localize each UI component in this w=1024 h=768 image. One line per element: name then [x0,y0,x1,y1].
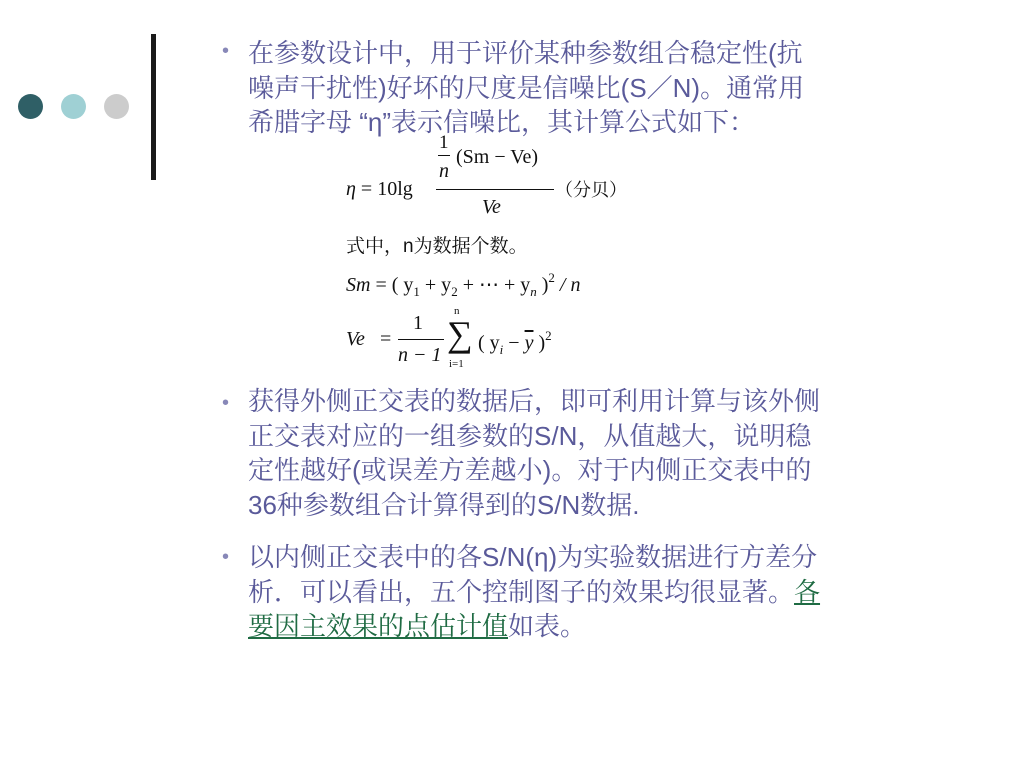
bullet-marker: • [222,392,230,414]
eta-symbol: η [346,178,356,200]
sub-i: i [499,342,504,357]
bullet-3-line [248,575,948,610]
sigma-top: n [454,305,460,317]
ve-part: ( y [478,332,500,354]
ve-term [478,328,552,358]
sm-part: / n [559,274,581,296]
main-fraction-bar [436,189,554,190]
bullet-marker: • [222,40,230,62]
ve-part: ) [538,332,546,354]
sigma-bottom: i=1 [449,358,464,370]
bullet-3-text-span: 析．可以看出，五个控制图子的效果均很显著。 [248,576,795,607]
bullet-2-text [248,384,948,522]
formula-note: 式中，n为数据个数。 [346,236,528,257]
decor-dot-light [61,94,86,119]
sm-part: + ⋯ + y [462,274,531,296]
bullet-2-line: 正交表对应的一组参数的S/N，从值越大，说明稳 [248,420,812,451]
ve-numerator: 1 [413,312,423,334]
formula-sm [346,270,580,300]
inner-fraction-bar [438,155,450,156]
inner-one: 1 [439,132,449,153]
bullet-3-text [248,540,948,644]
unit-decibel: （分贝） [555,180,627,201]
sub-1: 1 [413,284,420,299]
decor-dot-dark [18,94,43,119]
bullet-marker: • [222,546,230,568]
bullet-1-line: 在参数设计中，用于评价某种参数组合稳定性(抗 [248,38,803,68]
sub-n: n [530,284,537,299]
sm-lhs: Sm [346,274,371,296]
main-effects-link[interactable]: 要因主效果的点估计值 [248,611,509,641]
coef-10lg: 10lg [377,178,413,200]
bullet-2-line: 36种参数组合计算得到的S/N数据. [248,489,640,520]
bullet-1-line: 噪声干扰性)好坏的尺度是信噪比(S／N)。通常用 [248,72,805,103]
ve-fraction-bar [398,339,444,340]
bullet-3-line: 以内侧正交表中的各S/N(η)为实验数据进行方差分 [248,542,818,572]
sigma-symbol: ∑ [447,314,473,354]
bullet-3-text-span: 如表。 [508,611,587,641]
sup-2: 2 [545,328,552,343]
formula-eta [346,178,413,201]
decor-vertical-line [151,34,156,180]
bullet-3-line [248,609,948,644]
sup-2: 2 [548,270,555,285]
numerator-expr: (Sm − Ve) [456,146,539,168]
equals-sign: = [360,178,373,200]
bullet-2-line: 定性越好(或误差方差越小)。对于内侧正交表中的 [248,455,812,485]
ve-denominator: n − 1 [398,344,442,366]
sm-part: = ( y [375,274,414,296]
sub-2: 2 [451,284,458,299]
sm-part: + y [424,274,452,296]
sm-part: ) [541,274,549,296]
bullet-1-line: 希腊字母 “η”表示信噪比，其计算公式如下： [248,107,756,137]
denominator-ve: Ve [482,196,501,218]
bullet-1-text [248,36,948,140]
ve-part: − [508,332,525,354]
ve-equals: = [380,328,392,350]
decor-dot-grey [104,94,129,119]
y-bar: $\overline{y}$ [524,332,534,354]
inner-n: n [439,160,449,182]
bullet-2-line: 获得外侧正交表的数据后，即可利用计算与该外侧 [248,386,821,416]
main-effects-link[interactable]: 各 [794,576,821,607]
ve-lhs: Ve [346,328,365,350]
